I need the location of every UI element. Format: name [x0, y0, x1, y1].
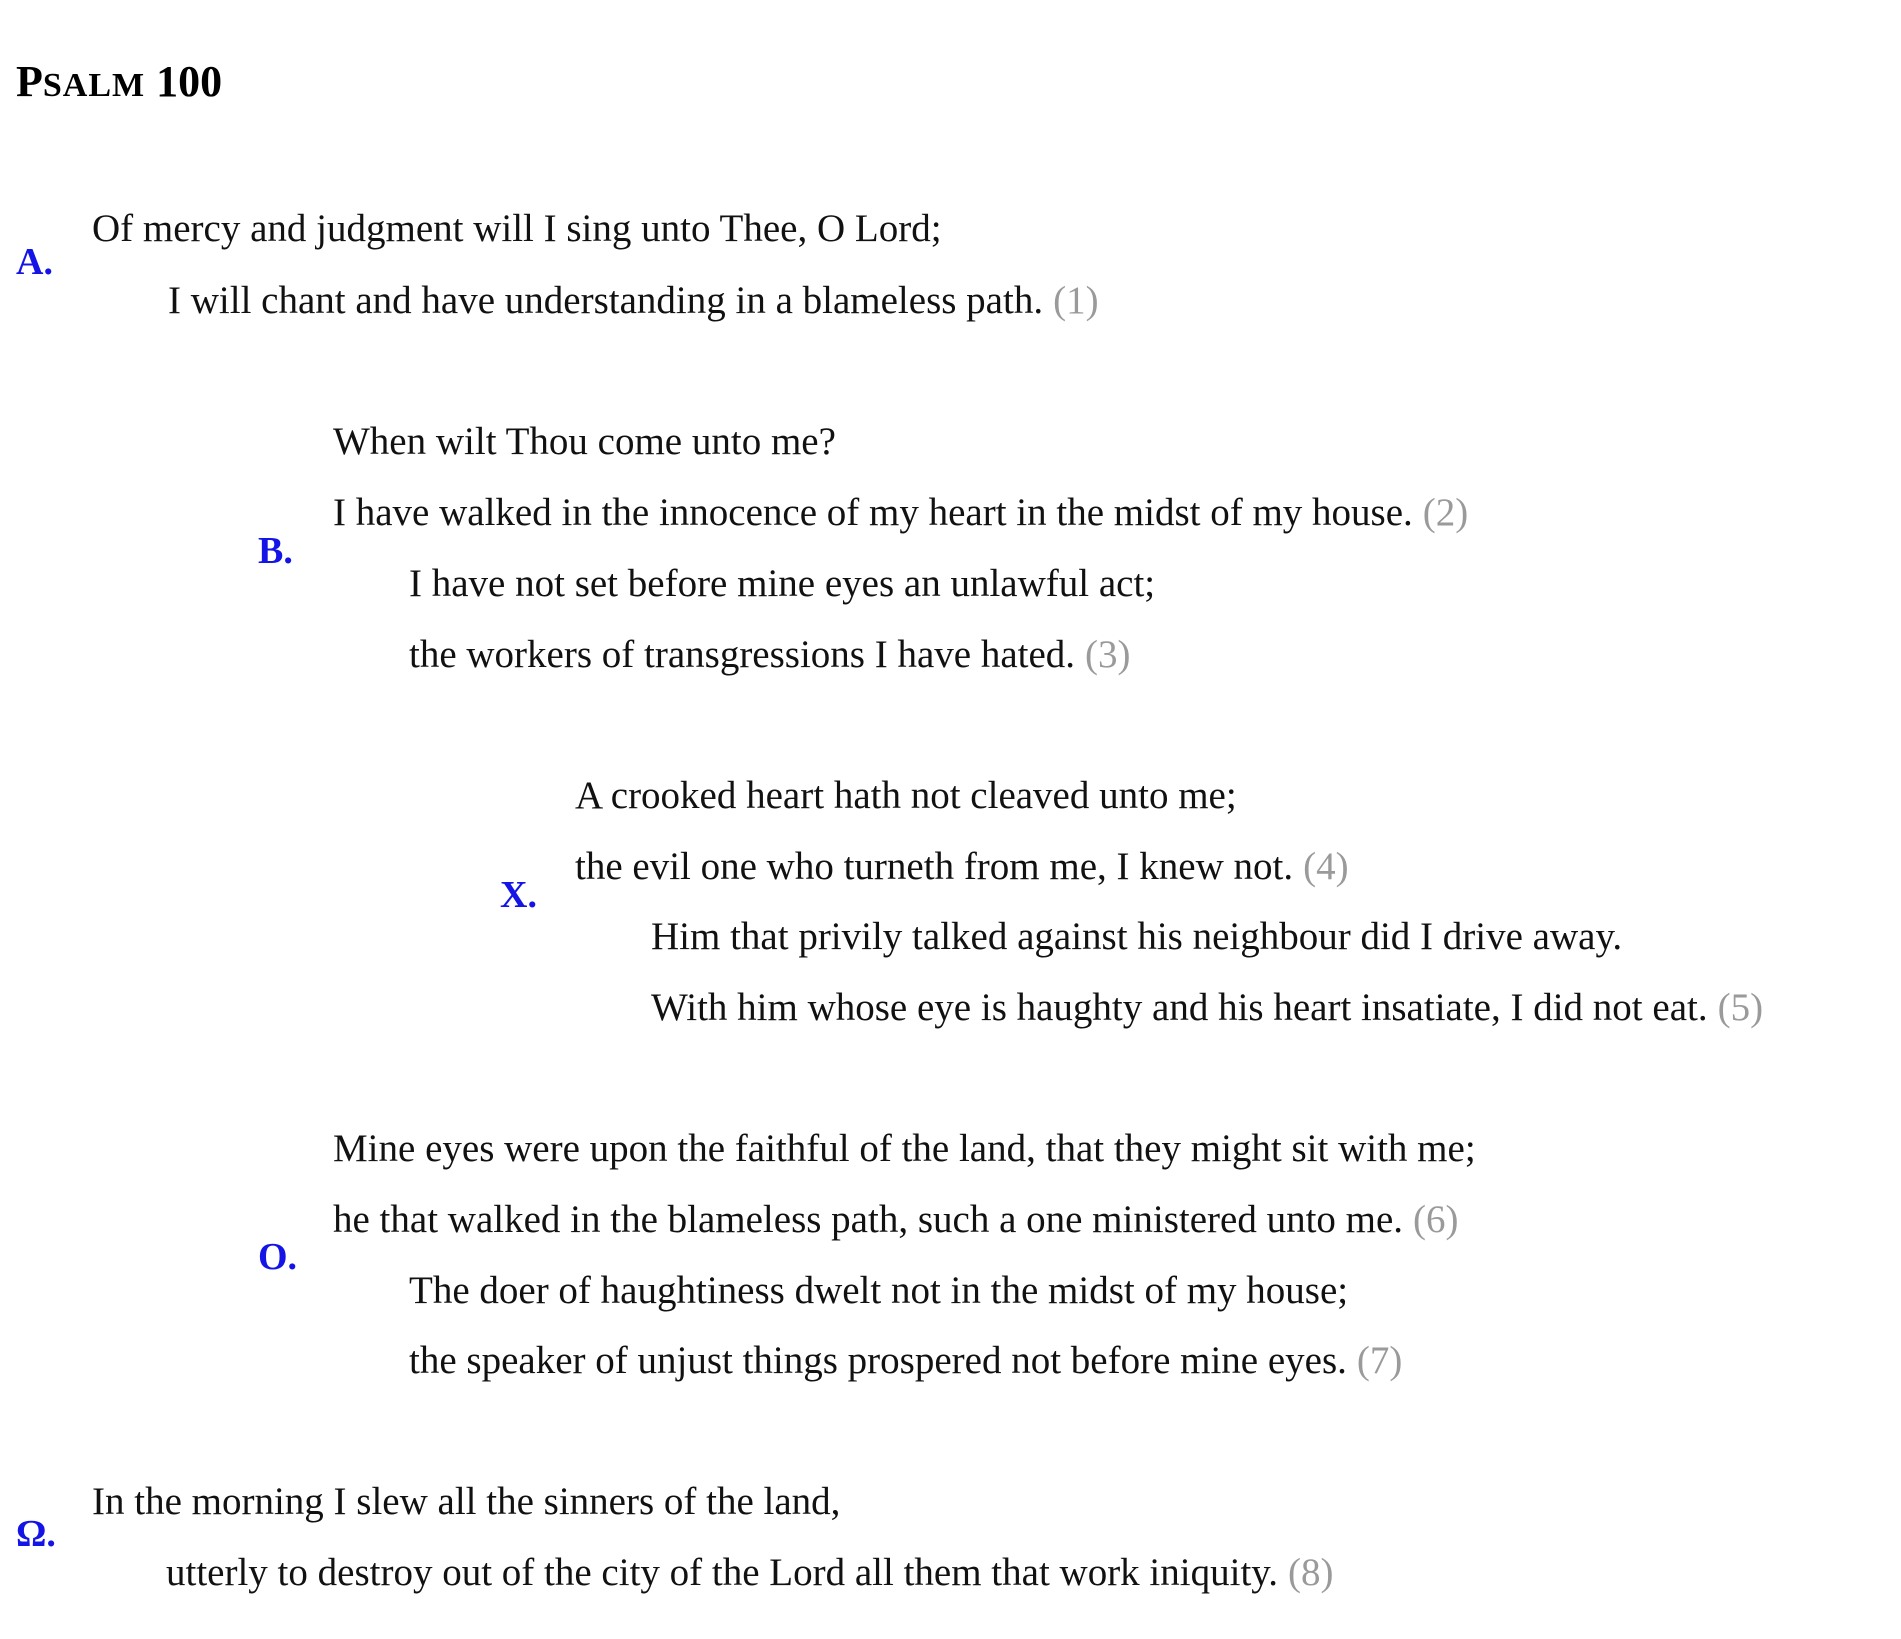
line-text: Mine eyes were upon the faithful of the land, that they might sit with me; [333, 1127, 1476, 1170]
verse-number: (7) [1356, 1339, 1403, 1382]
verse-number: (6) [1413, 1198, 1459, 1241]
verse-number: (1) [1053, 279, 1099, 322]
page-title [16, 52, 222, 116]
verse-line [92, 1477, 840, 1527]
verse-number: (3) [1085, 633, 1131, 676]
title-initial: P [16, 57, 43, 106]
line-text: With him whose eye is haughty and his heart insatiate, I did not eat. [651, 986, 1708, 1029]
verse-line [575, 771, 1237, 821]
line-text: In the morning I slew all the sinners of the land, [92, 1480, 841, 1523]
line-text: the speaker of unjust things prospered not before mine eyes. [409, 1339, 1347, 1382]
verse-line [409, 1336, 1402, 1386]
verse-line [168, 276, 1099, 326]
line-text: utterly to destroy out of the city of the Lord all them that work iniquity. [166, 1551, 1278, 1594]
verse-line [333, 1124, 1476, 1174]
stanza-label: Ω. [16, 1513, 56, 1555]
line-text: The doer of haughtiness dwelt not in the midst of my house; [409, 1269, 1349, 1312]
line-text: he that walked in the blameless path, such a one ministered unto me. [333, 1198, 1404, 1241]
line-text: A crooked heart hath not cleaved unto me; [575, 774, 1237, 817]
stanza-label: X. [500, 874, 537, 916]
verse-line [409, 559, 1155, 609]
verse-line [333, 417, 836, 467]
title-number: 100 [156, 57, 223, 106]
verse-line [651, 912, 1622, 962]
line-text: When wilt Thou come unto me? [333, 420, 836, 463]
line-text: the workers of transgressions I have hated. [409, 633, 1076, 676]
line-text: the evil one who turneth from me, I knew not. [575, 845, 1294, 888]
verse-line [166, 1548, 1333, 1598]
verse-number: (5) [1717, 986, 1764, 1029]
verse-line [333, 1195, 1459, 1245]
verse-line [92, 204, 942, 254]
verse-number: (4) [1303, 845, 1349, 888]
stanza-label: O. [258, 1236, 298, 1278]
stanza-label: A. [16, 241, 53, 283]
line-text: Him that privily talked against his neighbour did I drive away. [651, 915, 1623, 958]
verse-line [651, 983, 1763, 1033]
verse-line [409, 630, 1131, 680]
line-text: I have not set before mine eyes an unlawful act; [409, 562, 1156, 605]
verse-number: (2) [1422, 491, 1469, 534]
verse-line [409, 1266, 1348, 1316]
stanza-label: B. [258, 530, 293, 572]
verse-line [575, 842, 1349, 892]
line-text: I will chant and have understanding in a blameless path. [168, 279, 1044, 322]
verse-line [333, 488, 1468, 538]
line-text: Of mercy and judgment will I sing unto Thee, O Lord; [92, 207, 942, 250]
title-rest: SALM [42, 67, 146, 104]
line-text: I have walked in the innocence of my heart in the midst of my house. [333, 491, 1413, 534]
verse-number: (8) [1288, 1551, 1334, 1594]
